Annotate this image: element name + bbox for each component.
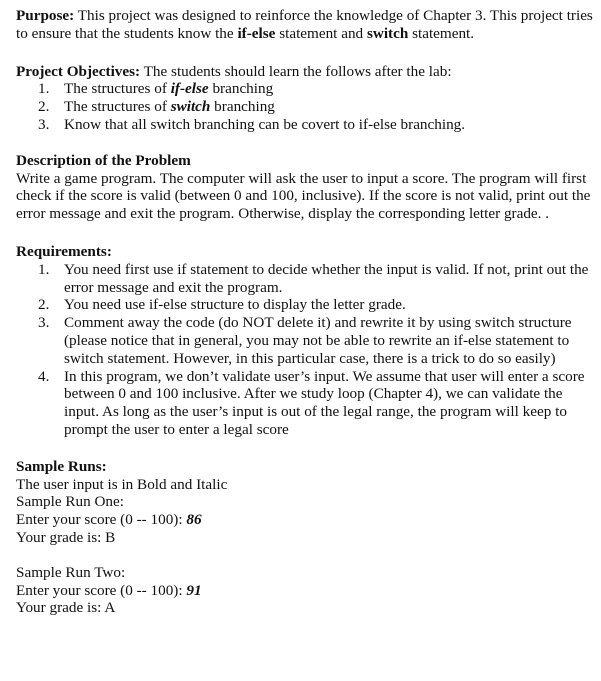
list-item-number: 2. <box>38 296 50 314</box>
purpose-label: Purpose: <box>16 7 75 24</box>
sample-run-two-result: Your grade is: A <box>16 599 116 617</box>
list-item <box>16 368 596 439</box>
sample-run-one-title: Sample Run One: <box>16 493 124 511</box>
sample-run-two-title: Sample Run Two: <box>16 563 126 581</box>
list-item <box>16 296 596 314</box>
list-item <box>16 261 596 297</box>
objective-emphasis: if-else <box>170 80 209 98</box>
requirement-text: Comment away the code (do NOT delete it) and rewrite it by using switch structure (please notice that in general, you may not be able to rewrite an if-else statement to switch statement. However, in this particular case, there is a trick to do so easily) <box>64 314 572 367</box>
objective-text-end: branching <box>208 80 274 98</box>
objective-text: The structures of <box>64 98 171 116</box>
list-item <box>16 314 596 367</box>
sample-run-one-prompt: Enter your score (0 -- 100): <box>16 511 187 529</box>
document-page <box>16 7 596 617</box>
sample-run-one-result: Your grade is: B <box>16 528 116 546</box>
list-item-number: 3. <box>38 314 50 332</box>
description-body: Write a game program. The computer will ask the user to input a score. The program will first check if the score is valid (between 0 and 100, inclusive). If the score is not valid, print out the error message and exit the program. Otherwise, display the corresponding letter grade. . <box>16 169 591 223</box>
objective-text-end: branching <box>210 98 275 116</box>
requirements-heading-text: Requirements: <box>16 242 112 260</box>
requirement-text: In this program, we don’t validate user’s input. We assume that user will enter a score between 0 and 100 inclusive. After we study loop (Chapter 4), we can validate the input. As long as the user’s input is out of the legal range, the program will keep to prompt the user to enter a legal score <box>64 367 585 438</box>
sample-run-one-prompt-line <box>16 511 596 529</box>
description-heading <box>16 152 596 170</box>
purpose-text-2: statement and <box>275 24 367 42</box>
sample-run-one-input: 86 <box>186 511 202 529</box>
description-heading-text: Description of the Problem <box>16 151 191 169</box>
list-item-number: 2. <box>38 98 50 116</box>
sample-runs-heading-text: Sample Runs: <box>16 457 107 475</box>
sample-runs-heading <box>16 458 596 476</box>
purpose-bold-switch: switch <box>366 24 409 42</box>
objectives-intro <box>16 63 596 81</box>
sample-run-two-prompt: Enter your score (0 -- 100): <box>16 581 187 599</box>
purpose-text-1: This project was designed to reinforce the knowledge of Chapter 3. This project tries to ensure that the students know the <box>16 7 593 42</box>
objectives-intro-text: The students should learn the follows after the lab: <box>140 62 452 80</box>
purpose-text-3: statement. <box>408 24 475 42</box>
sample-run-two-prompt-line <box>16 582 596 600</box>
requirements-heading <box>16 243 596 261</box>
objective-text: Know that all switch branching can be covert to if-else branching. <box>64 115 466 133</box>
objectives-label: Project Objectives: <box>16 62 141 80</box>
objective-emphasis: switch <box>170 98 211 116</box>
list-item <box>16 80 596 98</box>
list-item-number: 3. <box>38 115 50 133</box>
list-item-number: 1. <box>38 260 50 278</box>
list-item-number: 4. <box>38 367 50 385</box>
sample-run-two-input: 91 <box>186 581 202 599</box>
requirement-text: You need use if-else structure to display the letter grade. <box>64 296 406 314</box>
objectives-list <box>16 80 596 133</box>
requirement-text: You need first use if statement to decide whether the input is valid. If not, print out the error message and exit the program. <box>64 260 589 296</box>
requirements-list <box>16 261 596 439</box>
list-item-number: 1. <box>38 80 50 98</box>
list-item <box>16 98 596 116</box>
sample-runs-note: The user input is in Bold and Italic <box>16 475 228 493</box>
list-item <box>16 116 596 134</box>
objective-text: The structures of <box>64 80 171 98</box>
purpose-bold-if-else: if-else <box>237 24 276 42</box>
purpose-paragraph <box>16 7 596 43</box>
